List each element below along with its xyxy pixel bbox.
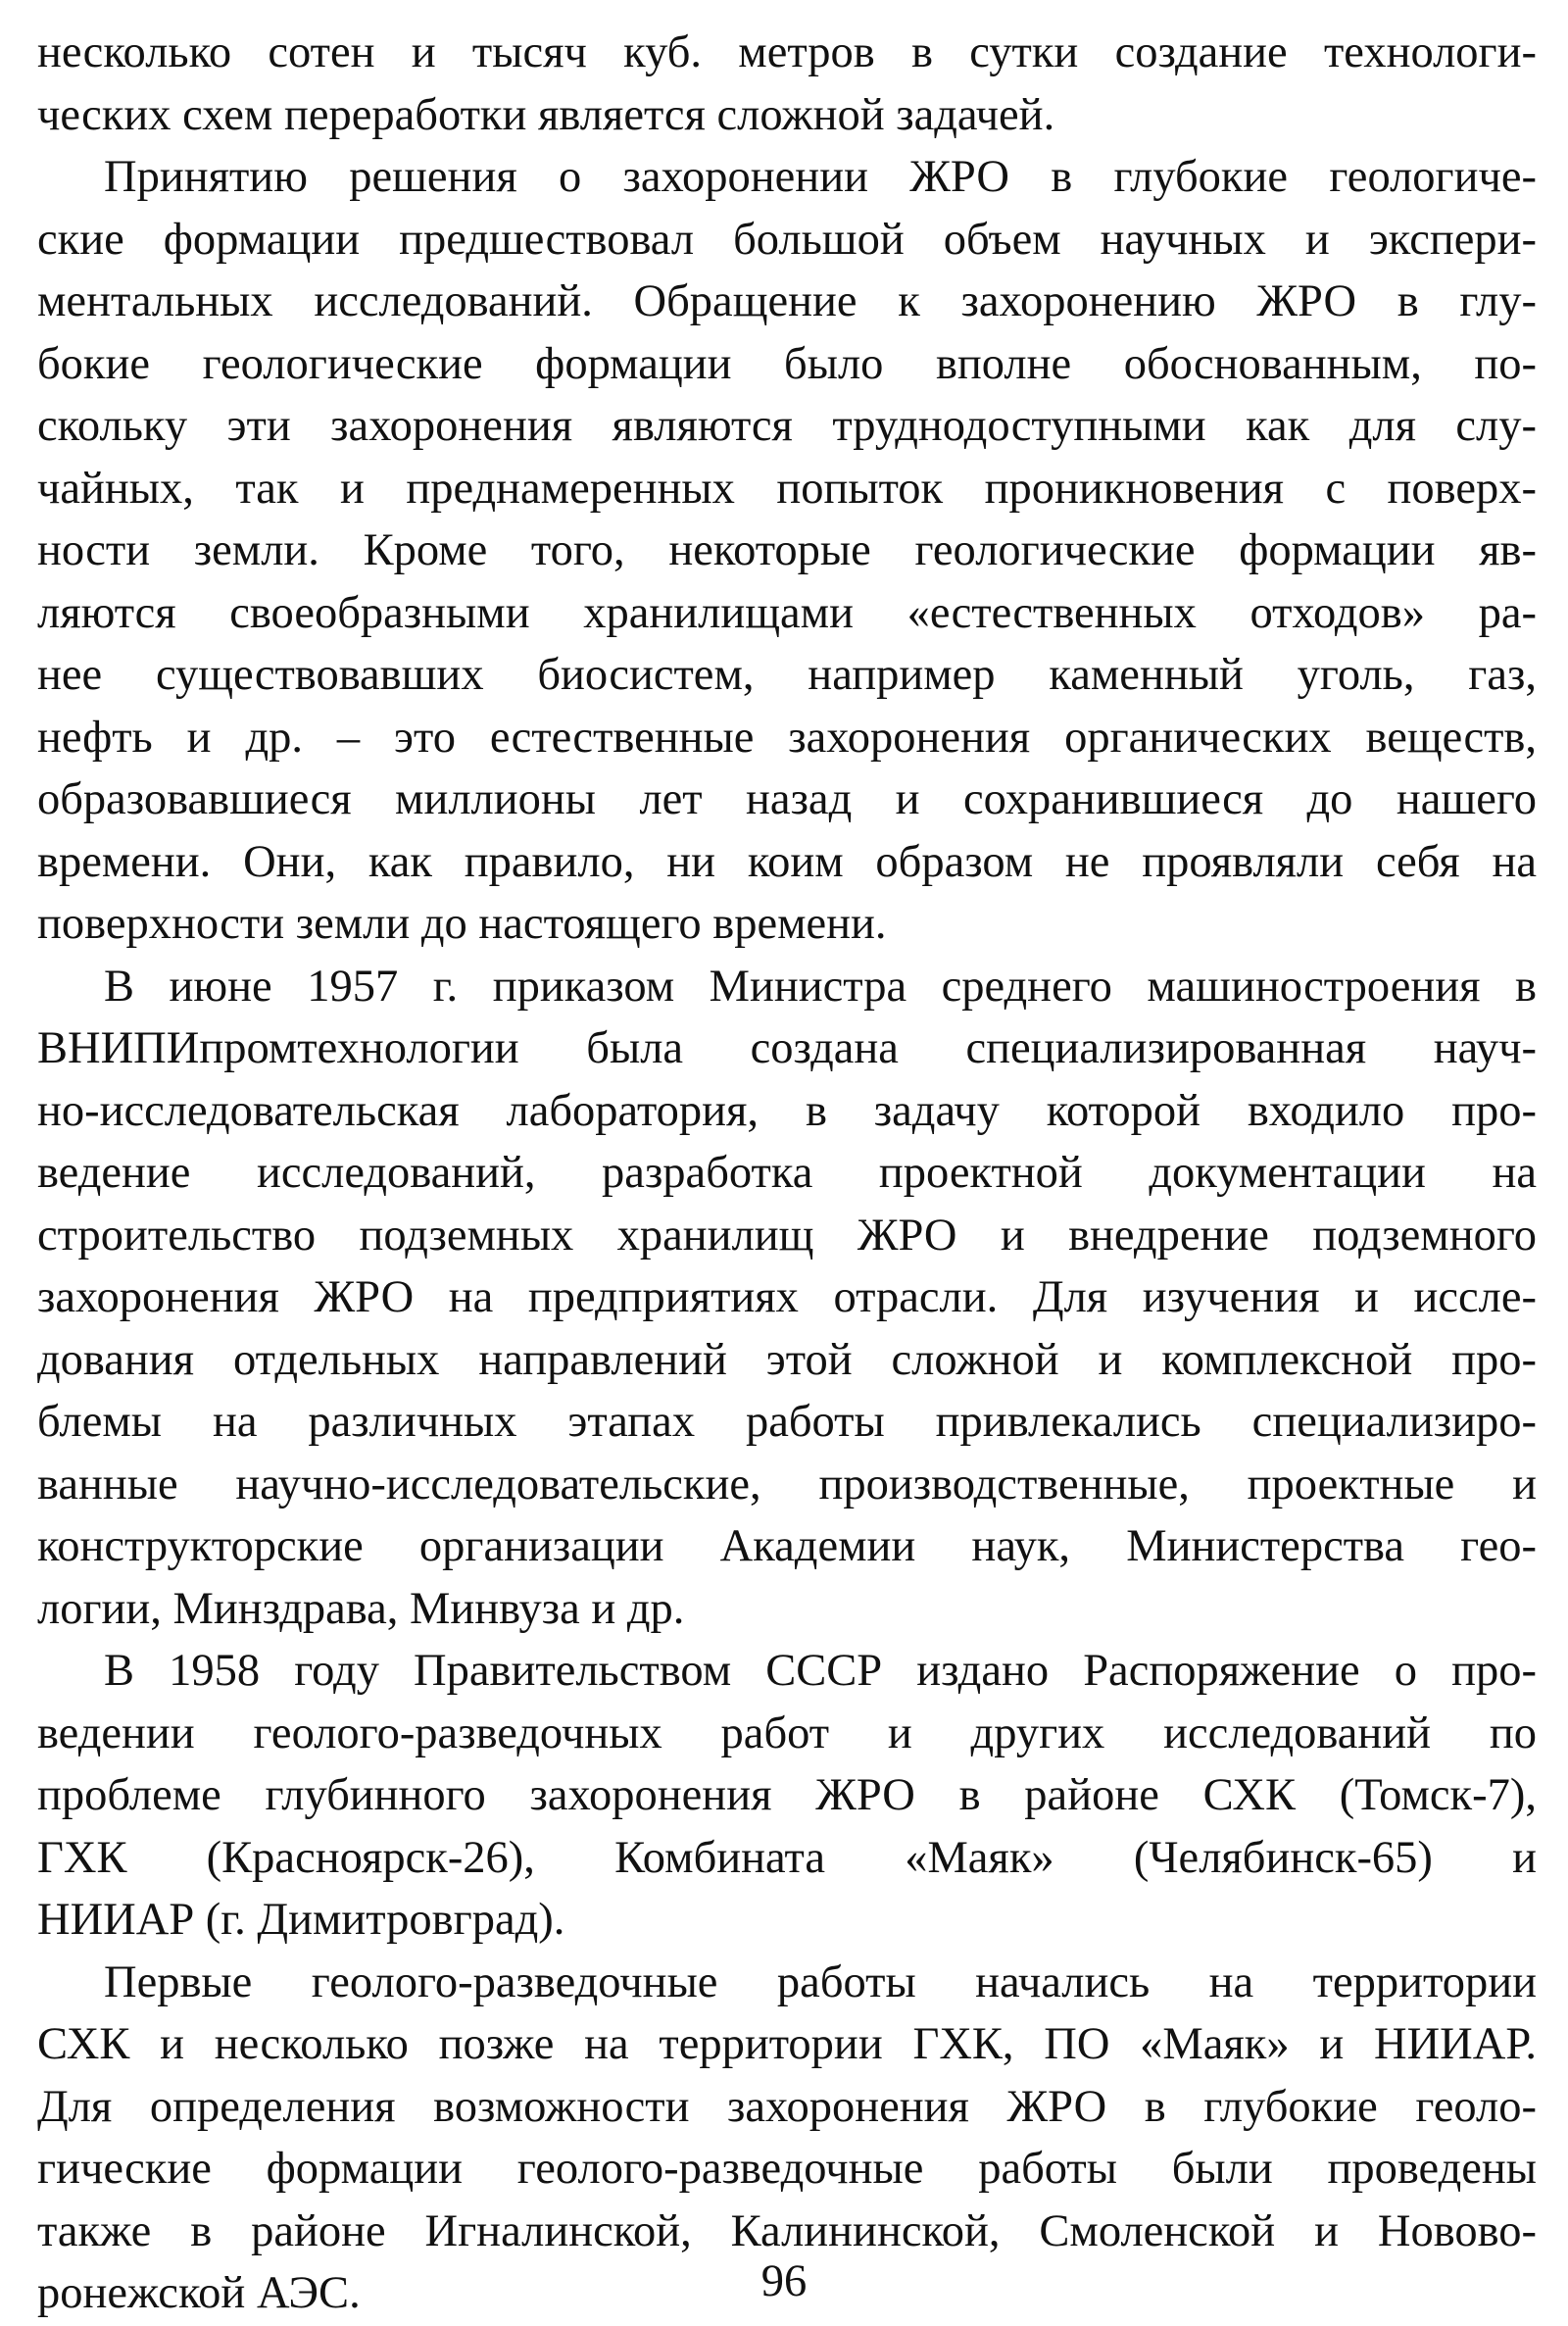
paragraph [37, 1640, 1537, 1952]
paragraph [37, 146, 1537, 956]
text-line: нефть и др. – это естественные захоронения органических веществ, [37, 712, 1537, 763]
text-line: гические формации геолого-разведочные работы были проведены [37, 2144, 1537, 2194]
text-line: ВНИПИпромтехнологии была создана специализированная науч- [37, 1023, 1537, 1073]
text-line: ности земли. Кроме того, некоторые геологические формации яв- [37, 525, 1537, 575]
text-line: блемы на различных этапах работы привлекались специализиро- [37, 1397, 1537, 1447]
text-line: поверхности земли до настоящего времени. [37, 899, 887, 949]
text-line: дования отдельных направлений этой сложной и комплексной про- [37, 1334, 1537, 1385]
paragraph [37, 22, 1537, 146]
page-number: 96 [760, 2256, 808, 2306]
text-line: логии, Минздрава, Минвуза и др. [37, 1583, 685, 1634]
text-line: несколько сотен и тысяч куб. метров в сутки создание технологи- [37, 27, 1537, 77]
text-line: скольку эти захоронения являются труднодоступными как для слу- [37, 401, 1537, 451]
page-text [37, 22, 1537, 2325]
text-line: конструкторские организации Академии наук, Министерства гео- [37, 1521, 1537, 1571]
text-line: ронежской АЭС. [37, 2268, 361, 2318]
text-line: ведении геолого-разведочных работ и других исследований по [37, 1707, 1537, 1758]
text-line: Для определения возможности захоронения ЖРО в глубокие геоло- [37, 2081, 1537, 2132]
text-line: ческих схем переработки является сложной задачей. [37, 89, 1055, 140]
text-line: чайных, так и преднамеренных попыток проникновения с поверх- [37, 463, 1537, 514]
text-line: НИИАР (г. Димитровград). [37, 1895, 565, 1945]
text-line: строительство подземных хранилищ ЖРО и внедрение подземного [37, 1210, 1537, 1261]
text-line: ванные научно-исследовательские, производственные, проектные и [37, 1459, 1537, 1509]
text-line: ГХК (Красноярск-26), Комбината «Маяк» (Челябинск-65) и [37, 1832, 1537, 1883]
text-line: бокие геологические формации было вполне обоснованным, по- [37, 338, 1537, 389]
text-line: СХК и несколько позже на территории ГХК, ПО «Маяк» и НИИАР. [37, 2019, 1537, 2069]
text-line: ляются своеобразными хранилищами «естественных отходов» ра- [37, 587, 1537, 638]
text-line: В 1958 году Правительством СССР издано Распоряжение о про- [104, 1646, 1537, 1696]
text-line: также в районе Игналинской, Калининской, Смоленской и Новово- [37, 2205, 1537, 2256]
text-line: Первые геолого-разведочные работы начались на территории [104, 1956, 1537, 2007]
text-line: ведение исследований, разработка проектной документации на [37, 1148, 1537, 1198]
text-line: образовавшиеся миллионы лет назад и сохранившиеся до нашего [37, 774, 1537, 824]
text-line: В июне 1957 г. приказом Министра среднего машиностроения в [104, 961, 1537, 1012]
text-line: ментальных исследований. Обращение к захоронению ЖРО в глу- [37, 276, 1537, 326]
paragraph [37, 956, 1537, 1641]
text-line: захоронения ЖРО на предприятиях отрасли. Для изучения и иссле- [37, 1272, 1537, 1322]
text-line: но-исследовательская лаборатория, в задачу которой входило про- [37, 1085, 1537, 1136]
text-line: Принятию решения о захоронении ЖРО в глубокие геологиче- [104, 152, 1537, 202]
text-line: нее существовавших биосистем, например каменный уголь, газ, [37, 650, 1537, 700]
text-line: ские формации предшествовал большой объем научных и экспери- [37, 214, 1537, 265]
text-line: проблеме глубинного захоронения ЖРО в районе СХК (Томск-7), [37, 1770, 1537, 1820]
text-line: времени. Они, как правило, ни коим образом не проявляли себя на [37, 836, 1537, 887]
